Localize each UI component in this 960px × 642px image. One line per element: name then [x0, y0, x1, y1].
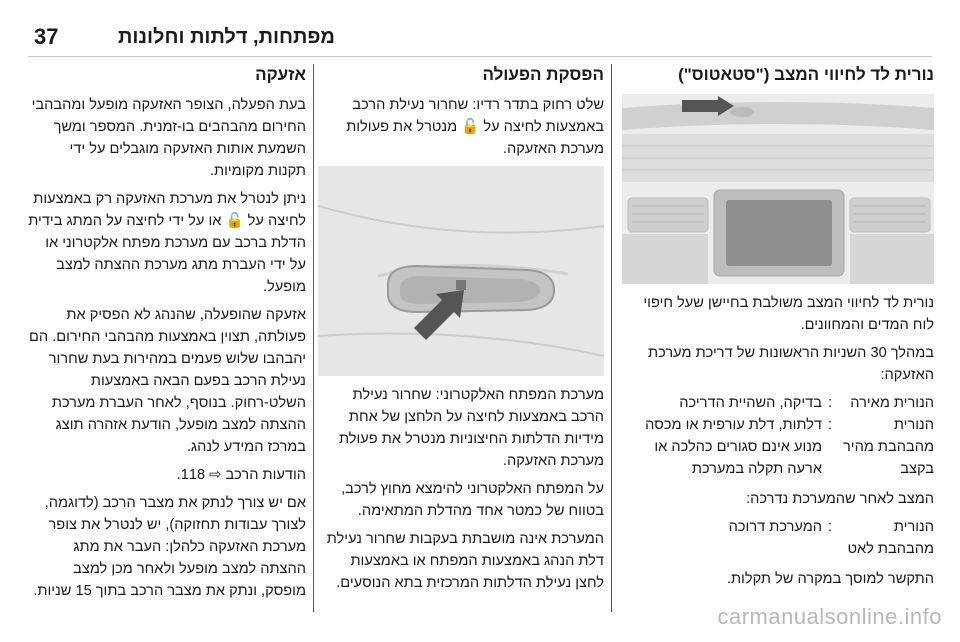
key-range-text: על המפתח האלקטרוני להימצא מחוץ לרכב, בטווח של כמטר אחד מהדלת המתאימה.	[341, 481, 604, 519]
status-description: דלתות, דלת עורפית או מכסה מנוע אינם סגורים כהלכה או ארעה תקלה במערכת	[645, 417, 822, 477]
alarm-activation-text: בעת הפעלה, הצופר האזעקה מופעל ומהבהבי החירום מהבהבים בו-זמנית. המספר ומשך השמעת אותות האזעקה מוגבלים על ידי תקנות מקומיות.	[31, 97, 306, 179]
first-30-seconds-text: במהלך 30 השניות הראשונות של דריכת מערכת האזעקה:	[648, 345, 934, 383]
status-led-heading: נורית לד לחיווי המצב ("סטאטוס")	[678, 65, 934, 84]
column-divider	[313, 64, 314, 612]
arming-status-table	[622, 392, 934, 480]
malfunction-text: התקשר למוסך במקרה של תקלות.	[726, 571, 934, 587]
status-led-location-text: נורית לד לחיווי המצב משולבת בחיישן שעל חיפוי לוח המדים והמחוונים.	[643, 295, 934, 333]
watermark: carmanualsonline.info	[717, 604, 942, 629]
vehicle-messages-ref: הודעות הרכב ⇨ 118.	[176, 467, 306, 483]
table-row: הנורית מהבהבת לאט : המערכת דרוכה	[622, 516, 934, 560]
status-description: המערכת דרוכה	[728, 519, 822, 535]
alarm-triggered-text: אזעקה שהופעלה, שהנהג לא הפסיק את פעולתה, תצוין באמצעות מהבהבי החירום. הם יהבהבו שלוש פעמים במהירות בעת שחרור נעילת הרכב בפעם הבאה באמצעות השלט-רחוק. בנוסף, לאחר העברת מערכת ההצתה למצב מופעל, הודעת אזהרה תוצג במרכז המידע לנהג.	[28, 307, 306, 455]
after-arming-text: המצב לאחר שהמערכת נדרכה:	[746, 491, 934, 507]
table-row: הנורית מאירה : בדיקה, השהיית הדריכה	[622, 392, 934, 414]
deactivation-section	[318, 64, 604, 600]
door-handle-illustration-svg	[318, 166, 604, 376]
table-row: הנורית מהבהבת מהיר בקצב : דלתות, דלת עורפית או מכסה מנוע אינם סגורים כהלכה או ארעה תקלה במערכת	[622, 414, 934, 480]
status-term: הנורית מאירה	[850, 395, 934, 411]
armed-status-table	[622, 516, 934, 560]
door-handle-illustration	[318, 166, 604, 376]
status-term: הנורית מהבהבת לאט	[847, 519, 934, 557]
page-number: 37	[34, 24, 59, 49]
alarm-section	[28, 64, 306, 608]
dashboard-sensor-illustration	[622, 94, 934, 284]
status-description: בדיקה, השהיית הדריכה	[679, 395, 822, 411]
status-term: הנורית מהבהבת מהיר בקצב	[843, 417, 934, 477]
page-header	[0, 0, 960, 49]
keyless-unlock-text: מערכת המפתח האלקטרוני: שחרור נעילת הרכב באמצעות לחיצה על הלחצן של אחת מידיות הדלתות החיצוניות מנטרל את פעולת מערכת האזעקה.	[338, 387, 604, 469]
alarm-silence-text: ניתן לנטרל את מערכת האזעקה רק באמצעות לחיצה על 🔓 או על ידי לחיצה על המתג בידית הדלת ברכב עם מערכת מפתח אלקטרוני או על ידי העברת מתג מערכת ההצתה למצב מופעל.	[28, 191, 306, 295]
deactivation-heading: הפסקת הפעולה	[482, 65, 604, 84]
page-title: מפתחות, דלתות וחלונות	[118, 26, 335, 48]
dashboard-illustration-svg	[622, 94, 934, 284]
status-led-section	[622, 64, 934, 596]
battery-disconnect-text: אם יש צורך לנתק את מצבר הרכב (לדוגמה, לצורך עבודות תחזוקה), יש לנטרל את צופר מערכת האזעקה כלהלן: העבר את מתג ההצתה למצב מופעל ולאחר מכן למצב מופסק, ונתק את מצבר הרכב בתוך 15 שניות.	[33, 495, 306, 599]
remote-unlock-text: שלט רחוק בתדר רדיו: שחרור נעילת הרכב באמצעות לחיצה על 🔓 מנטרל את פעולות מערכת האזעקה.	[346, 97, 604, 157]
not-deactivated-text: המערכת אינה מושבתת בעקבות שחרור נעילת דלת הנהג באמצעות המפתח או באמצעות לחצן נעילת הדלתות המרכזית בתא הנוסעים.	[326, 531, 604, 591]
alarm-heading: אזעקה	[255, 65, 306, 84]
column-divider	[611, 64, 612, 612]
header-divider	[28, 56, 932, 57]
